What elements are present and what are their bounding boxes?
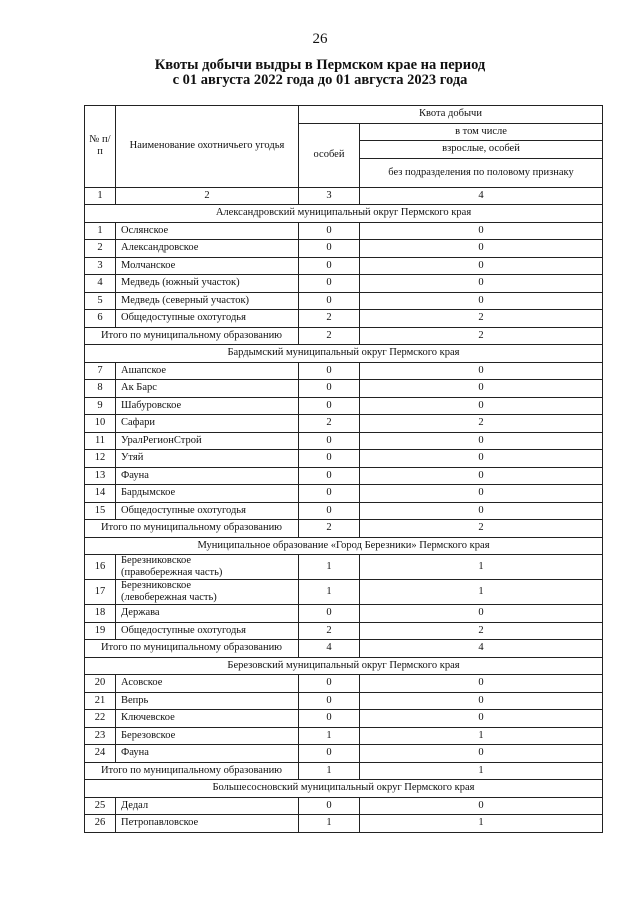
hunting-ground-name-line: Вепрь (121, 694, 149, 706)
row-number: 6 (85, 310, 116, 328)
hunting-ground-name (116, 362, 299, 380)
subtotal-label: Итого по муниципальному образованию (85, 520, 299, 538)
section-row (85, 205, 603, 223)
hunting-ground-name (116, 240, 299, 258)
row-number: 17 (85, 580, 116, 605)
quota-adult: 0 (360, 450, 603, 468)
table-row (85, 502, 603, 520)
row-number: 1 (85, 222, 116, 240)
hunting-ground-name (116, 380, 299, 398)
quota-total: 0 (299, 745, 360, 763)
quota-adult: 2 (360, 310, 603, 328)
quota-adult: 1 (360, 815, 603, 833)
table-row (85, 745, 603, 763)
hunting-ground-name (116, 727, 299, 745)
table-row (85, 432, 603, 450)
hunting-ground-name (116, 745, 299, 763)
quota-adult: 0 (360, 257, 603, 275)
quota-table (84, 105, 603, 833)
column-number: 3 (299, 187, 360, 205)
quota-total: 0 (299, 397, 360, 415)
quota-total: 1 (299, 555, 360, 580)
hunting-ground-name-line: УралРегионСтрой (121, 434, 202, 446)
subtotal-label: Итого по муниципальному образованию (85, 327, 299, 345)
title-line-1: Квоты добычи выдры в Пермском крае на период (154, 57, 486, 73)
hunting-ground-name-line: Березниковское (121, 555, 192, 566)
quota-total: 0 (299, 675, 360, 693)
hunting-ground-name (116, 555, 299, 580)
hunting-ground-name-line: Березниковское (121, 580, 192, 591)
quota-total: 0 (299, 362, 360, 380)
table-row (85, 692, 603, 710)
hunting-ground-name (116, 622, 299, 640)
hunting-ground-name-line: Петропавловское (121, 817, 199, 829)
section-title: Александровский муниципальный округ Пермского края (85, 205, 603, 223)
quota-adult: 0 (360, 745, 603, 763)
hunting-ground-name-line: Березовское (121, 729, 176, 741)
table-row (85, 450, 603, 468)
quota-total: 0 (299, 292, 360, 310)
row-number: 4 (85, 275, 116, 293)
quota-total: 0 (299, 380, 360, 398)
subtotal-row (85, 762, 603, 780)
hunting-ground-name-line: Молчанское (121, 259, 176, 271)
row-number: 8 (85, 380, 116, 398)
hunting-ground-name (116, 605, 299, 623)
quota-total: 0 (299, 275, 360, 293)
hunting-ground-name (116, 310, 299, 328)
quota-total: 0 (299, 432, 360, 450)
hunting-ground-name (116, 450, 299, 468)
hunting-ground-name-line: Шабуровское (121, 399, 182, 411)
title-line-2: с 01 августа 2022 года до 01 августа 2023 года (172, 72, 468, 88)
hunting-ground-name-line: Держава (121, 607, 160, 619)
header-including: в том числе (360, 123, 603, 141)
hunting-ground-name (116, 257, 299, 275)
row-number: 14 (85, 485, 116, 503)
row-number: 18 (85, 605, 116, 623)
hunting-ground-name (116, 692, 299, 710)
subtotal-total: 2 (299, 327, 360, 345)
quota-adult: 0 (360, 240, 603, 258)
row-number: 20 (85, 675, 116, 693)
hunting-ground-name (116, 397, 299, 415)
page-number: 26 (312, 31, 328, 47)
header-name: Наименование охотничьего угодья (116, 106, 299, 188)
quota-total: 0 (299, 502, 360, 520)
quota-adult: 1 (360, 580, 603, 605)
subtotal-row (85, 327, 603, 345)
row-number: 22 (85, 710, 116, 728)
row-number: 2 (85, 240, 116, 258)
row-number: 10 (85, 415, 116, 433)
table-row (85, 257, 603, 275)
hunting-ground-name (116, 415, 299, 433)
hunting-ground-name (116, 815, 299, 833)
hunting-ground-name-line: Медведь (северный участок) (121, 294, 250, 306)
table-row (85, 397, 603, 415)
quota-total: 2 (299, 622, 360, 640)
section-row (85, 780, 603, 798)
hunting-ground-name (116, 485, 299, 503)
hunting-ground-name-line: Фауна (121, 469, 149, 481)
quota-adult: 1 (360, 555, 603, 580)
header-no-division: без подразделения по половому признаку (360, 158, 603, 187)
column-number: 2 (116, 187, 299, 205)
table-row (85, 240, 603, 258)
subtotal-label: Итого по муниципальному образованию (85, 640, 299, 658)
table-row (85, 580, 603, 605)
quota-total: 2 (299, 310, 360, 328)
quota-adult: 2 (360, 415, 603, 433)
row-number: 24 (85, 745, 116, 763)
quota-total: 1 (299, 727, 360, 745)
table-row (85, 292, 603, 310)
section-row (85, 537, 603, 555)
header-quota: Квота добычи (299, 106, 603, 124)
table-row (85, 797, 603, 815)
quota-total: 0 (299, 485, 360, 503)
section-title: Большесосновский муниципальный округ Пермского края (85, 780, 603, 798)
hunting-ground-name-line: Общедоступные охотугодья (121, 504, 246, 516)
hunting-ground-name (116, 675, 299, 693)
hunting-ground-name-line: Александровское (121, 242, 199, 254)
row-number: 15 (85, 502, 116, 520)
table-row (85, 380, 603, 398)
subtotal-total: 1 (299, 762, 360, 780)
hunting-ground-name (116, 222, 299, 240)
subtotal-total: 2 (299, 520, 360, 538)
hunting-ground-name (116, 580, 299, 605)
row-number: 19 (85, 622, 116, 640)
quota-adult: 0 (360, 362, 603, 380)
row-number: 12 (85, 450, 116, 468)
hunting-ground-name (116, 502, 299, 520)
hunting-ground-name-line: Общедоступные охотугодья (121, 312, 246, 324)
quota-adult: 0 (360, 692, 603, 710)
table-row (85, 467, 603, 485)
quota-adult: 0 (360, 397, 603, 415)
row-number: 13 (85, 467, 116, 485)
section-title: Муниципальное образование «Город Березники» Пермского края (85, 537, 603, 555)
quota-total: 1 (299, 580, 360, 605)
hunting-ground-name-line: Бардымское (121, 487, 176, 499)
row-number: 25 (85, 797, 116, 815)
hunting-ground-name-line: Ак Барс (121, 382, 157, 394)
hunting-ground-name-line: (правобережная часть) (121, 567, 223, 578)
quota-adult: 0 (360, 275, 603, 293)
quota-adult: 0 (360, 797, 603, 815)
table-row (85, 605, 603, 623)
table-row (85, 710, 603, 728)
row-number: 23 (85, 727, 116, 745)
quota-total: 0 (299, 467, 360, 485)
table-row (85, 727, 603, 745)
table-row (85, 362, 603, 380)
page-title (0, 58, 640, 88)
quota-adult: 0 (360, 710, 603, 728)
quota-adult: 0 (360, 292, 603, 310)
quota-adult: 1 (360, 727, 603, 745)
hunting-ground-name (116, 467, 299, 485)
quota-adult: 0 (360, 485, 603, 503)
header-num: № п/п (85, 106, 116, 188)
table-row (85, 415, 603, 433)
table-row (85, 310, 603, 328)
section-row (85, 657, 603, 675)
table-row (85, 622, 603, 640)
quota-adult: 0 (360, 675, 603, 693)
row-number: 7 (85, 362, 116, 380)
subtotal-adult: 2 (360, 520, 603, 538)
hunting-ground-name-line: (левобережная часть) (121, 592, 217, 603)
row-number: 26 (85, 815, 116, 833)
hunting-ground-name-line: Дедал (121, 799, 149, 811)
table-row (85, 815, 603, 833)
quota-total: 0 (299, 257, 360, 275)
hunting-ground-name (116, 710, 299, 728)
header-individuals: особей (299, 123, 360, 187)
column-numbers-row (85, 187, 603, 205)
hunting-ground-name-line: Фауна (121, 747, 149, 759)
row-number: 5 (85, 292, 116, 310)
quota-total: 0 (299, 222, 360, 240)
hunting-ground-name (116, 275, 299, 293)
hunting-ground-name-line: Ключевское (121, 712, 175, 724)
column-number: 4 (360, 187, 603, 205)
column-number: 1 (85, 187, 116, 205)
table-body (85, 205, 603, 833)
hunting-ground-name-line: Ашапское (121, 364, 167, 376)
row-number: 16 (85, 555, 116, 580)
hunting-ground-name-line: Асовское (121, 677, 163, 689)
quota-total: 0 (299, 710, 360, 728)
quota-total: 0 (299, 450, 360, 468)
section-title: Бардымский муниципальный округ Пермского края (85, 345, 603, 363)
row-number: 9 (85, 397, 116, 415)
header-adults: взрослые, особей (360, 141, 603, 159)
quota-adult: 0 (360, 432, 603, 450)
quota-adult: 0 (360, 222, 603, 240)
table-row (85, 555, 603, 580)
quota-adult: 2 (360, 622, 603, 640)
subtotal-row (85, 640, 603, 658)
subtotal-adult: 4 (360, 640, 603, 658)
quota-total: 0 (299, 240, 360, 258)
hunting-ground-name-line: Утяй (121, 452, 144, 464)
quota-adult: 0 (360, 380, 603, 398)
section-title: Березовский муниципальный округ Пермского края (85, 657, 603, 675)
subtotal-adult: 2 (360, 327, 603, 345)
subtotal-label: Итого по муниципальному образованию (85, 762, 299, 780)
hunting-ground-name-line: Медведь (южный участок) (121, 277, 240, 289)
quota-total: 1 (299, 815, 360, 833)
hunting-ground-name-line: Ослянское (121, 224, 169, 236)
quota-adult: 0 (360, 605, 603, 623)
quota-adult: 0 (360, 502, 603, 520)
quota-total: 2 (299, 415, 360, 433)
subtotal-total: 4 (299, 640, 360, 658)
quota-total: 0 (299, 692, 360, 710)
table-row (85, 485, 603, 503)
row-number: 21 (85, 692, 116, 710)
table-row (85, 275, 603, 293)
table-row (85, 222, 603, 240)
hunting-ground-name (116, 797, 299, 815)
hunting-ground-name (116, 432, 299, 450)
quota-total: 0 (299, 605, 360, 623)
subtotal-adult: 1 (360, 762, 603, 780)
section-row (85, 345, 603, 363)
table-row (85, 675, 603, 693)
hunting-ground-name-line: Сафари (121, 417, 155, 429)
table-header (85, 106, 603, 205)
hunting-ground-name-line: Общедоступные охотугодья (121, 624, 246, 636)
quota-adult: 0 (360, 467, 603, 485)
quota-total: 0 (299, 797, 360, 815)
row-number: 3 (85, 257, 116, 275)
hunting-ground-name (116, 292, 299, 310)
subtotal-row (85, 520, 603, 538)
row-number: 11 (85, 432, 116, 450)
